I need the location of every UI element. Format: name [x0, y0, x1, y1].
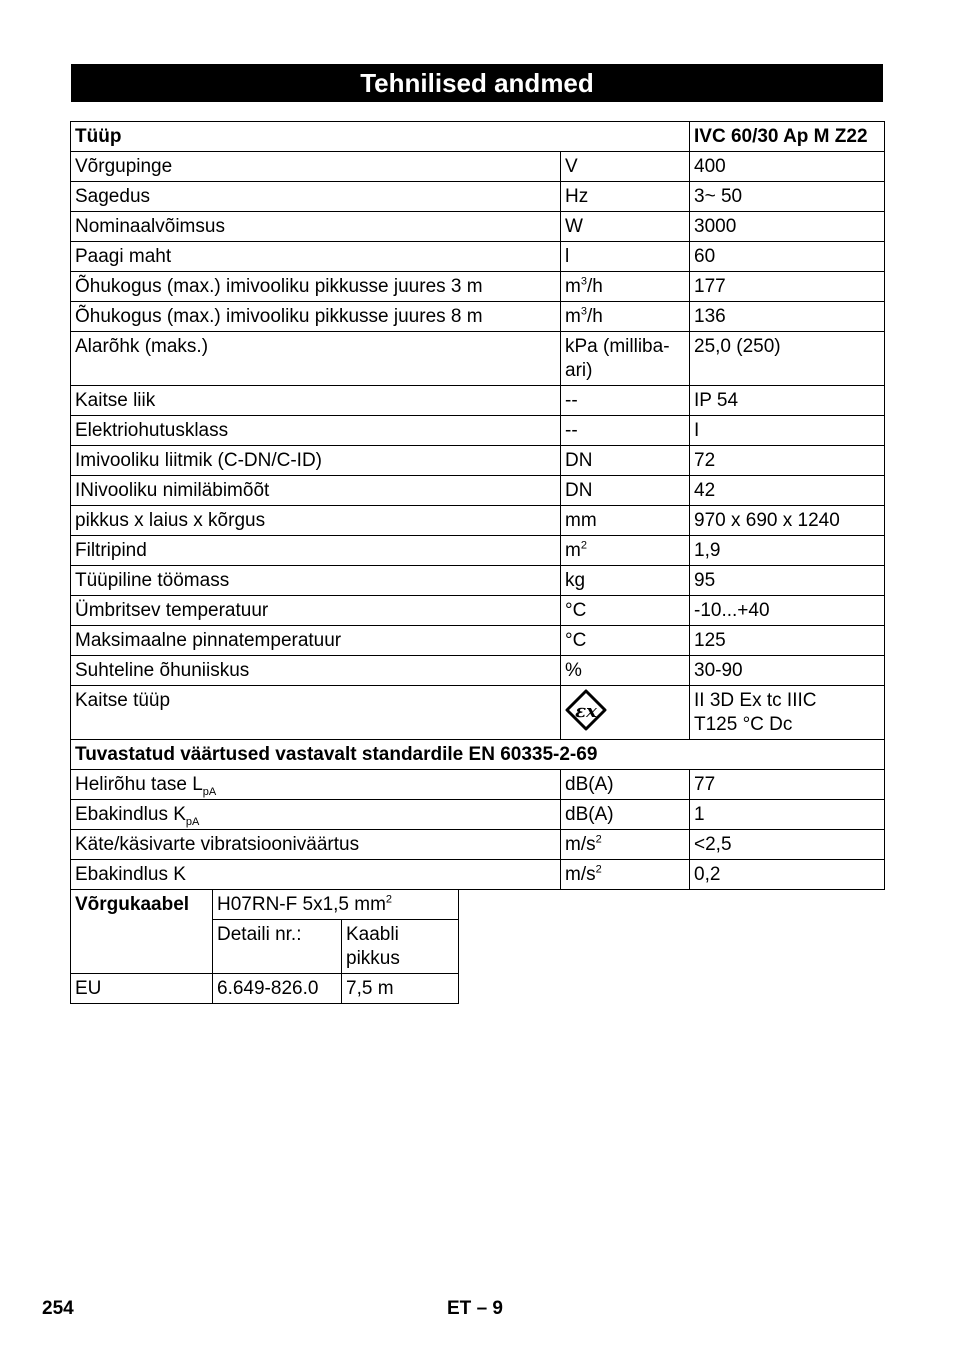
row-name: Võrgupinge: [71, 152, 561, 182]
cable-region: EU: [71, 974, 213, 1004]
row-unit: DN: [561, 476, 690, 506]
name-subscript: pA: [185, 815, 200, 828]
row-value: 1: [690, 800, 885, 830]
row-unit: l: [561, 242, 690, 272]
row-unit: [561, 860, 690, 890]
row-name: Alarõhk (maks.): [71, 332, 561, 386]
row-value: -10...+40: [690, 596, 885, 626]
table-row: [71, 626, 885, 656]
unit-base: m: [565, 306, 581, 327]
model-name: IVC 60/30 Ap M Z22: [690, 122, 885, 152]
row-value: 42: [690, 476, 885, 506]
page-section-label: [447, 1298, 503, 1320]
row-value: 125: [690, 626, 885, 656]
row-name: Kaitse liik: [71, 386, 561, 416]
section-title: Tuvastatud väärtused vastavalt standardile EN 60335-2-69: [71, 740, 885, 770]
cable-type-text: H07RN-F 5x1,5 mm: [217, 894, 386, 915]
language-code: ET: [447, 1298, 472, 1319]
unit-exponent: 2: [595, 863, 602, 876]
cable-type: [213, 890, 459, 920]
unit-line: ari): [565, 360, 593, 381]
table-row: [71, 416, 885, 446]
page-title: Tehnilised andmed: [71, 64, 883, 102]
cable-length-label: [342, 920, 459, 974]
separator-dash: –: [476, 1298, 488, 1319]
name-subscript: pA: [202, 785, 217, 798]
cable-part-no: 6.649-826.0: [213, 974, 342, 1004]
unit-suffix: /h: [586, 276, 603, 297]
table-row: [71, 770, 885, 800]
row-unit: [561, 302, 690, 332]
name-base: Helirõhu tase L: [75, 774, 203, 795]
unit-suffix: /h: [586, 306, 603, 327]
row-name: pikkus x laius x kõrgus: [71, 506, 561, 536]
unit-exponent: 2: [580, 539, 587, 552]
row-value: 136: [690, 302, 885, 332]
row-name: Paagi maht: [71, 242, 561, 272]
row-name: Filtripind: [71, 536, 561, 566]
table-row: [71, 332, 885, 386]
row-value: 0,2: [690, 860, 885, 890]
table-row: [71, 800, 885, 830]
table-row: [71, 152, 885, 182]
unit-line: kPa (milliba-: [565, 336, 670, 357]
technical-data-table: [70, 121, 885, 890]
row-name: [71, 800, 561, 830]
cable-row: [71, 974, 459, 1004]
row-name: Tüüpiline töömass: [71, 566, 561, 596]
unit-exponent: 3: [580, 305, 587, 318]
row-unit: [561, 830, 690, 860]
row-value: 970 x 690 x 1240: [690, 506, 885, 536]
row-unit: --: [561, 416, 690, 446]
unit-base: m: [565, 276, 581, 297]
part-no-label: Detaili nr.:: [213, 920, 342, 974]
name-base: Ebakindlus K: [75, 804, 186, 825]
section-header-row: [71, 740, 885, 770]
row-value: <2,5: [690, 830, 885, 860]
table-row: [71, 386, 885, 416]
row-unit: kg: [561, 566, 690, 596]
row-name: Nominaalvõimsus: [71, 212, 561, 242]
row-unit: DN: [561, 446, 690, 476]
table-row: [71, 566, 885, 596]
row-name: Imivooliku liitmik (C-DN/C-ID): [71, 446, 561, 476]
unit-base: m/s: [565, 834, 596, 855]
row-unit: °C: [561, 596, 690, 626]
row-unit: °C: [561, 626, 690, 656]
label-line: Kaabli: [346, 924, 399, 945]
row-value: IP 54: [690, 386, 885, 416]
value-line: T125 °C Dc: [694, 714, 793, 735]
row-value: 72: [690, 446, 885, 476]
unit-exponent: 3: [580, 275, 587, 288]
table-row: [71, 302, 885, 332]
row-unit: [561, 272, 690, 302]
cable-row: [71, 890, 459, 920]
table-row: [71, 476, 885, 506]
row-value: 60: [690, 242, 885, 272]
row-name: Kaitse tüüp: [71, 686, 561, 740]
unit-base: m/s: [565, 864, 596, 885]
row-name: Õhukogus (max.) imivooliku pikkusse juures 3 m: [71, 272, 561, 302]
row-name: Suhteline õhuniiskus: [71, 656, 561, 686]
row-name: Õhukogus (max.) imivooliku pikkusse juures 8 m: [71, 302, 561, 332]
row-name: Sagedus: [71, 182, 561, 212]
unit-base: m: [565, 540, 581, 561]
table-row: [71, 446, 885, 476]
row-unit: [561, 332, 690, 386]
row-name: Elektriohutusklass: [71, 416, 561, 446]
label-line: pikkus: [346, 948, 400, 969]
ex-atex-icon: [565, 689, 607, 731]
row-value: 25,0 (250): [690, 332, 885, 386]
row-name: Käte/käsivarte vibratsiooniväärtus: [71, 830, 561, 860]
row-unit: dB(A): [561, 770, 690, 800]
power-cable-table: [70, 889, 459, 1004]
row-unit: --: [561, 386, 690, 416]
table-row: [71, 212, 885, 242]
table-row: [71, 182, 885, 212]
table-row: [71, 656, 885, 686]
row-value: 1,9: [690, 536, 885, 566]
row-unit: dB(A): [561, 800, 690, 830]
row-name: [71, 770, 561, 800]
row-value: 3000: [690, 212, 885, 242]
table-row: [71, 242, 885, 272]
row-value: I: [690, 416, 885, 446]
row-value: 30-90: [690, 656, 885, 686]
row-name: Ümbritsev temperatuur: [71, 596, 561, 626]
row-name: Ebakindlus K: [71, 860, 561, 890]
row-unit: %: [561, 656, 690, 686]
row-value: 3~ 50: [690, 182, 885, 212]
section-page-number: 9: [492, 1298, 503, 1319]
row-unit: W: [561, 212, 690, 242]
table-header-row: [71, 122, 885, 152]
table-row: [71, 506, 885, 536]
table-row: [71, 272, 885, 302]
row-value: 400: [690, 152, 885, 182]
svg-text:εx: εx: [575, 701, 597, 722]
row-unit: Hz: [561, 182, 690, 212]
row-unit: [561, 686, 690, 740]
type-label: Tüüp: [71, 122, 690, 152]
cable-type-exponent: 2: [385, 893, 393, 906]
row-name: Maksimaalne pinnatemperatuur: [71, 626, 561, 656]
unit-exponent: 2: [595, 833, 602, 846]
row-value: 77: [690, 770, 885, 800]
row-value: [690, 686, 885, 740]
table-row: [71, 860, 885, 890]
table-row: [71, 686, 885, 740]
row-unit: mm: [561, 506, 690, 536]
row-unit: [561, 536, 690, 566]
table-row: [71, 830, 885, 860]
row-value: 177: [690, 272, 885, 302]
table-row: [71, 596, 885, 626]
table-row: [71, 536, 885, 566]
cable-label: Võrgukaabel: [71, 890, 213, 974]
row-name: INivooliku nimiläbimõõt: [71, 476, 561, 506]
value-line: II 3D Ex tc IIIC: [694, 690, 817, 711]
cable-length: 7,5 m: [342, 974, 459, 1004]
row-unit: V: [561, 152, 690, 182]
page-number: 254: [42, 1298, 74, 1319]
row-value: 95: [690, 566, 885, 596]
